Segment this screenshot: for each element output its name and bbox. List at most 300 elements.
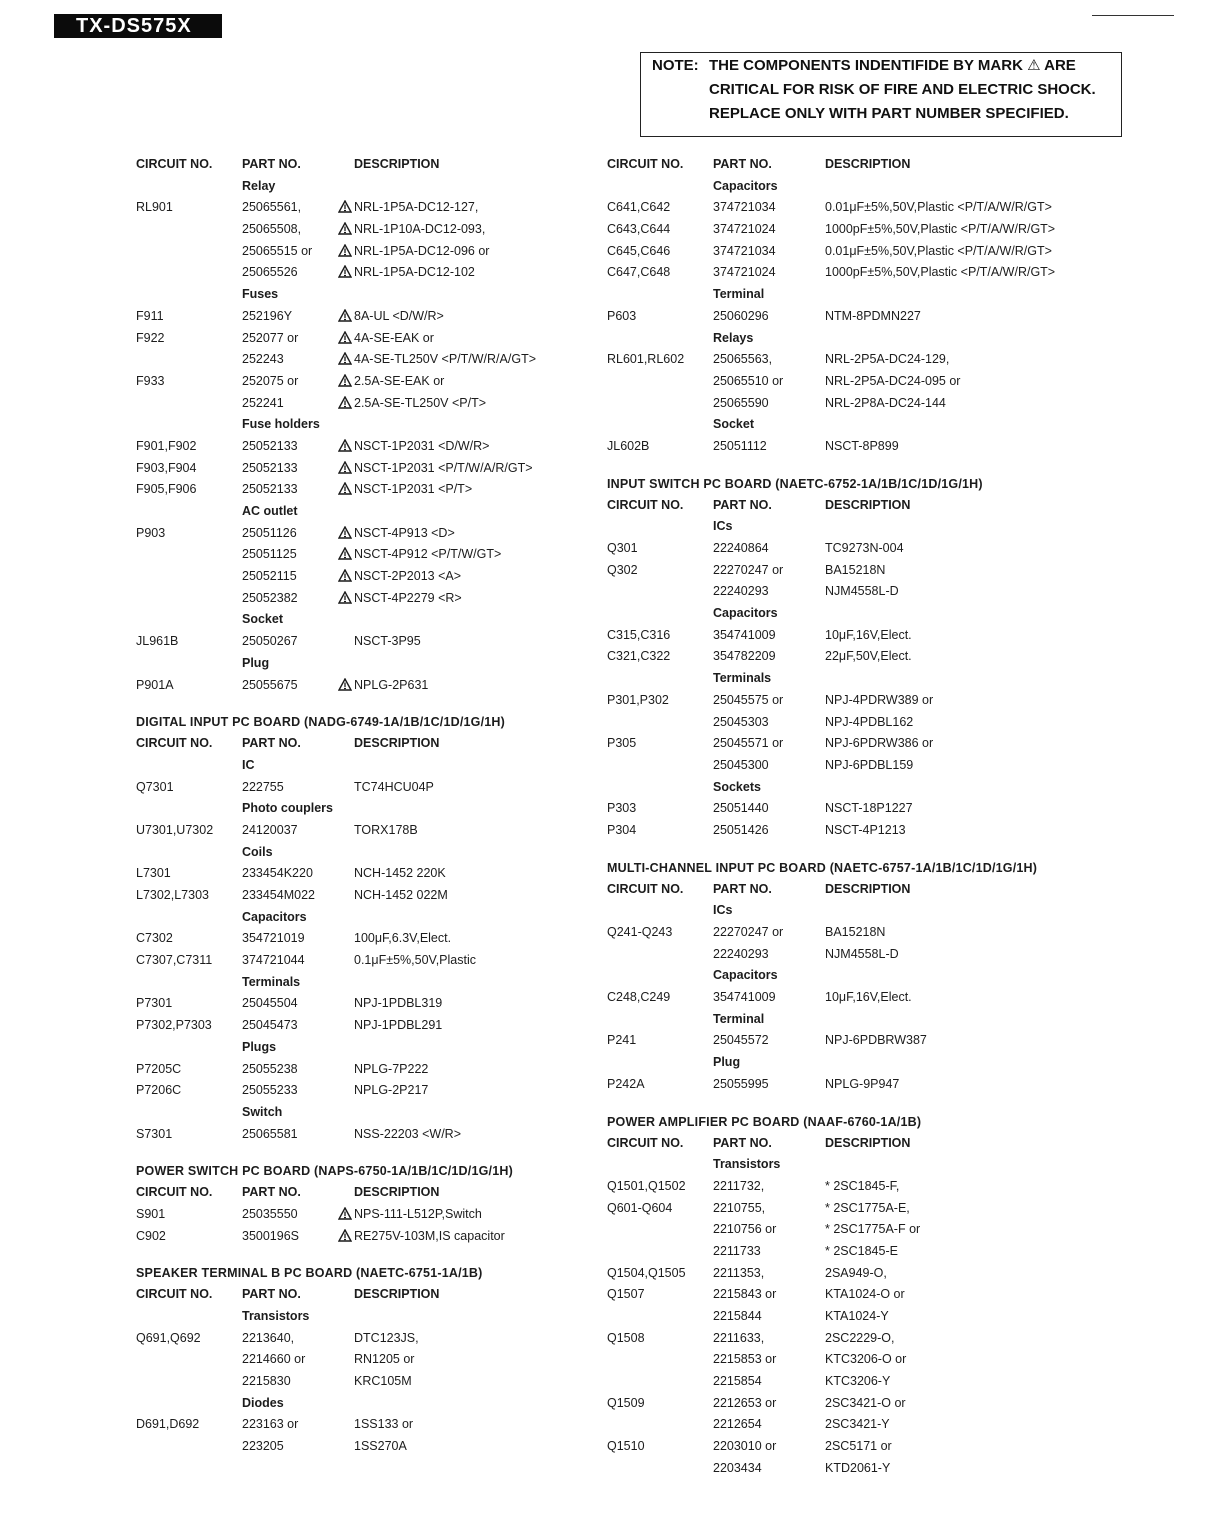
part-row bbox=[607, 1436, 1087, 1458]
parts-section bbox=[136, 1161, 606, 1247]
part-row bbox=[607, 538, 1087, 560]
part-no: 25051440 bbox=[713, 801, 769, 816]
circuit-no: F905,F906 bbox=[136, 482, 197, 497]
section-title: SPEAKER TERMINAL B PC BOARD (NAETC-6751-1A/1B) bbox=[136, 1266, 483, 1281]
description: NPJ-1PDBL291 bbox=[354, 1018, 443, 1033]
part-row bbox=[607, 944, 1087, 966]
warning-triangle-icon bbox=[338, 439, 352, 452]
circuit-no bbox=[607, 755, 713, 777]
description: * 2SC1845-F, bbox=[825, 1178, 900, 1193]
part-row bbox=[607, 1176, 1087, 1198]
warn-col bbox=[336, 328, 354, 350]
warn-col bbox=[336, 820, 354, 842]
circuit-no: D691,D692 bbox=[136, 1417, 200, 1432]
warn-col bbox=[807, 560, 825, 582]
part-no: 22270247 or bbox=[713, 562, 784, 577]
part-row bbox=[607, 1371, 1087, 1393]
warning-triangle-icon bbox=[338, 569, 352, 582]
circuit-no: P304 bbox=[607, 822, 637, 837]
parts-section bbox=[607, 474, 1087, 842]
part-no: 25065563, bbox=[713, 352, 773, 367]
warn-col bbox=[807, 625, 825, 647]
part-group-heading bbox=[607, 777, 1087, 799]
circuit-no: F933 bbox=[136, 373, 165, 388]
part-no: 25052133 bbox=[242, 438, 298, 453]
warn-col bbox=[807, 1176, 825, 1198]
warn-col bbox=[807, 1436, 825, 1458]
warn-col bbox=[807, 1414, 825, 1436]
warning-triangle-icon bbox=[338, 461, 352, 474]
part-no: 25055238 bbox=[242, 1061, 298, 1076]
section-title: POWER SWITCH PC BOARD (NAPS-6750-1A/1B/1C/1D/1G/1H) bbox=[136, 1164, 513, 1179]
description: * 2SC1845-E bbox=[825, 1243, 898, 1258]
circuit-no bbox=[136, 544, 242, 566]
circuit-no bbox=[607, 371, 713, 393]
group-label: Fuses bbox=[242, 287, 279, 302]
circuit-no: F903,F904 bbox=[136, 460, 197, 475]
group-label: ICs bbox=[713, 903, 733, 918]
part-no: 25055233 bbox=[242, 1083, 298, 1098]
circuit-no bbox=[136, 219, 242, 241]
part-no: 24120037 bbox=[242, 822, 298, 837]
part-row bbox=[136, 219, 606, 241]
warn-col bbox=[336, 393, 354, 415]
top-rule bbox=[1092, 15, 1174, 16]
circuit-no: P242A bbox=[607, 1076, 645, 1091]
part-no: 374721044 bbox=[242, 953, 305, 968]
part-row bbox=[136, 262, 606, 284]
note-label: NOTE: bbox=[652, 57, 699, 74]
description: NJM4558L-D bbox=[825, 946, 899, 961]
description: NRL-2P5A-DC24-129, bbox=[825, 352, 950, 367]
part-no: 2211733 bbox=[713, 1243, 761, 1258]
part-group-heading bbox=[136, 501, 606, 523]
warn-col bbox=[807, 1349, 825, 1371]
part-no: 2210756 or bbox=[713, 1222, 777, 1237]
part-group-heading bbox=[607, 176, 1087, 198]
part-no: 2211732, bbox=[713, 1178, 765, 1193]
part-row bbox=[607, 349, 1087, 371]
description: 2SA949-O, bbox=[825, 1265, 887, 1280]
part-no-header: PART NO. bbox=[242, 1287, 301, 1302]
description: NRL-2P5A-DC24-095 or bbox=[825, 373, 961, 388]
description: 0.1μF±5%,50V,Plastic bbox=[354, 953, 476, 968]
group-label: Capacitors bbox=[713, 968, 778, 983]
part-row bbox=[136, 1124, 606, 1146]
part-no: 25065508, bbox=[242, 222, 302, 237]
group-label: Capacitors bbox=[713, 178, 778, 193]
parts-section bbox=[136, 154, 606, 696]
circuit-no: C641,C642 bbox=[607, 200, 671, 215]
parts-section bbox=[136, 1263, 606, 1458]
description: 1SS133 or bbox=[354, 1417, 414, 1432]
circuit-no bbox=[136, 349, 242, 371]
part-row bbox=[607, 197, 1087, 219]
part-no-header: PART NO. bbox=[713, 497, 772, 512]
warn-col bbox=[336, 588, 354, 610]
part-no: 25051126 bbox=[242, 525, 297, 540]
part-no: 2213640, bbox=[242, 1330, 295, 1345]
section-title: INPUT SWITCH PC BOARD (NAETC-6752-1A/1B/1C/1D/1G/1H) bbox=[607, 476, 983, 491]
part-row bbox=[607, 1074, 1087, 1096]
part-no: 25055675 bbox=[242, 677, 298, 692]
group-label: Terminals bbox=[713, 671, 772, 686]
warn-col bbox=[807, 1241, 825, 1263]
circuit-no-header: CIRCUIT NO. bbox=[136, 1287, 213, 1302]
part-no: 25065590 bbox=[713, 395, 769, 410]
parts-column-left bbox=[136, 154, 606, 1474]
description: NSCT-4P913 <D> bbox=[354, 525, 455, 540]
part-row bbox=[136, 197, 606, 219]
description: NPLG-2P631 bbox=[354, 677, 429, 692]
warn-col bbox=[807, 1458, 825, 1480]
circuit-no bbox=[607, 1219, 713, 1241]
part-no-header: PART NO. bbox=[242, 157, 301, 171]
part-row bbox=[607, 1219, 1087, 1241]
circuit-no: P903 bbox=[136, 525, 166, 540]
description: 2SC5171 or bbox=[825, 1439, 892, 1454]
circuit-no bbox=[607, 1241, 713, 1263]
warn-col bbox=[807, 241, 825, 263]
part-row bbox=[607, 241, 1087, 263]
part-no: 2210755, bbox=[713, 1200, 766, 1215]
warn-col bbox=[336, 262, 354, 284]
group-label: Terminal bbox=[713, 287, 765, 302]
part-no: 25045303 bbox=[713, 714, 769, 729]
warn-col bbox=[807, 1030, 825, 1052]
description: NPJ-4PDRW389 or bbox=[825, 692, 934, 707]
part-row bbox=[136, 1204, 606, 1226]
warn-col bbox=[336, 1349, 354, 1371]
part-no: 354782209 bbox=[713, 649, 776, 664]
circuit-no: Q1501,Q1502 bbox=[607, 1178, 686, 1193]
part-group-heading bbox=[607, 965, 1087, 987]
part-no: 25052382 bbox=[242, 590, 298, 605]
column-header bbox=[136, 1284, 606, 1306]
part-no: 25051426 bbox=[713, 822, 769, 837]
part-row bbox=[607, 1349, 1087, 1371]
part-group-heading bbox=[607, 668, 1087, 690]
description: 4A-SE-EAK or bbox=[354, 330, 434, 345]
column-header bbox=[607, 154, 1087, 176]
part-no: 233454K220 bbox=[242, 866, 313, 881]
part-row bbox=[136, 349, 606, 371]
warn-col bbox=[336, 1124, 354, 1146]
description: NRL-1P5A-DC12-102 bbox=[354, 265, 475, 280]
warning-triangle-icon bbox=[338, 331, 352, 344]
description: TC9273N-004 bbox=[825, 541, 904, 555]
circuit-no bbox=[607, 581, 713, 603]
part-row bbox=[607, 581, 1087, 603]
part-row bbox=[136, 588, 606, 610]
spacer bbox=[607, 668, 713, 690]
part-no: 25052115 bbox=[242, 569, 297, 584]
part-group-heading bbox=[607, 1154, 1087, 1176]
description: NCH-1452 220K bbox=[354, 866, 446, 881]
warn-col bbox=[807, 436, 825, 458]
parts-section bbox=[607, 154, 1087, 458]
warn-col bbox=[807, 1371, 825, 1393]
part-no: 25045473 bbox=[242, 1018, 298, 1033]
description: KTC3206-O or bbox=[825, 1352, 907, 1367]
part-group-heading bbox=[136, 972, 606, 994]
part-no: 374721024 bbox=[713, 265, 776, 280]
part-group-heading bbox=[136, 842, 606, 864]
circuit-no: RL901 bbox=[136, 200, 173, 215]
circuit-no: Q1508 bbox=[607, 1330, 645, 1345]
circuit-no-header: CIRCUIT NO. bbox=[136, 157, 213, 171]
part-no: 252196Y bbox=[242, 308, 293, 323]
part-no: 25045571 or bbox=[713, 736, 784, 751]
warn-col bbox=[807, 1198, 825, 1220]
part-no-header: PART NO. bbox=[713, 157, 772, 171]
warn-col bbox=[336, 675, 354, 697]
section-title: MULTI-CHANNEL INPUT PC BOARD (NAETC-6757-1A/1B/1C/1D/1G/1H) bbox=[607, 860, 1038, 875]
description: NSS-22203 <W/R> bbox=[354, 1126, 461, 1141]
part-row bbox=[136, 371, 606, 393]
part-no-header: PART NO. bbox=[713, 881, 772, 896]
circuit-no: Q241-Q243 bbox=[607, 925, 673, 939]
description: NRL-2P8A-DC24-144 bbox=[825, 395, 946, 410]
description: KRC105M bbox=[354, 1374, 412, 1389]
description-header: DESCRIPTION bbox=[825, 497, 911, 512]
parts-section bbox=[136, 712, 606, 1145]
group-label: Capacitors bbox=[713, 606, 778, 621]
part-no-header: PART NO. bbox=[242, 1185, 301, 1200]
part-no: 3500196S bbox=[242, 1228, 300, 1243]
spacer bbox=[607, 284, 713, 306]
part-row bbox=[136, 458, 606, 480]
circuit-no: C248,C249 bbox=[607, 990, 671, 1005]
part-row bbox=[607, 987, 1087, 1009]
description: NPJ-6PDBRW387 bbox=[825, 1033, 927, 1048]
part-row bbox=[136, 1349, 606, 1371]
column-header bbox=[136, 154, 606, 176]
spacer bbox=[136, 284, 242, 306]
circuit-no: P7302,P7303 bbox=[136, 1018, 212, 1033]
group-label: Sockets bbox=[713, 779, 761, 794]
warn-col bbox=[336, 1371, 354, 1393]
circuit-no: C643,C644 bbox=[607, 222, 671, 237]
part-no: 2212653 or bbox=[713, 1395, 777, 1410]
part-no: 22240293 bbox=[713, 946, 769, 961]
warn-col bbox=[336, 241, 354, 263]
warning-triangle-icon bbox=[338, 265, 352, 278]
part-row bbox=[607, 625, 1087, 647]
part-row bbox=[136, 566, 606, 588]
description: 10μF,16V,Elect. bbox=[825, 627, 912, 642]
part-row bbox=[136, 544, 606, 566]
warning-triangle-icon bbox=[338, 309, 352, 322]
part-no: 2215844 bbox=[713, 1309, 762, 1323]
spacer bbox=[136, 1102, 242, 1124]
part-group-heading bbox=[136, 653, 606, 675]
circuit-no: S7301 bbox=[136, 1126, 173, 1141]
part-no: 2203010 or bbox=[713, 1439, 777, 1454]
warn-col bbox=[336, 1284, 354, 1306]
warn-col bbox=[807, 538, 825, 560]
circuit-no: F901,F902 bbox=[136, 438, 197, 453]
warn-col bbox=[336, 1436, 354, 1458]
spacer bbox=[607, 1052, 713, 1074]
part-no: 2215854 bbox=[713, 1374, 762, 1389]
part-row bbox=[607, 712, 1087, 734]
part-no: 25065510 or bbox=[713, 373, 784, 388]
part-row bbox=[136, 1226, 606, 1248]
description: KTA1024-O or bbox=[825, 1287, 905, 1302]
part-row bbox=[607, 560, 1087, 582]
part-row bbox=[607, 820, 1087, 842]
part-no: 22240864 bbox=[713, 541, 769, 555]
warn-col bbox=[336, 197, 354, 219]
spacer bbox=[607, 777, 713, 799]
part-group-heading bbox=[607, 900, 1087, 922]
description: * 2SC1775A-E, bbox=[825, 1200, 910, 1215]
warn-col bbox=[336, 733, 354, 755]
circuit-no: U7301,U7302 bbox=[136, 822, 214, 837]
description: 1000pF±5%,50V,Plastic <P/T/A/W/R/GT> bbox=[825, 265, 1056, 280]
spacer bbox=[136, 972, 242, 994]
circuit-no: C7307,C7311 bbox=[136, 953, 213, 968]
group-label: Relays bbox=[713, 330, 754, 345]
part-group-heading bbox=[607, 516, 1087, 538]
warn-col bbox=[807, 197, 825, 219]
part-no: 25065581 bbox=[242, 1126, 298, 1141]
warn-col bbox=[807, 581, 825, 603]
warn-col bbox=[336, 1204, 354, 1226]
warn-col bbox=[807, 371, 825, 393]
warn-col bbox=[807, 922, 825, 944]
part-row bbox=[607, 1393, 1087, 1415]
part-group-heading bbox=[607, 1009, 1087, 1031]
warning-triangle-icon bbox=[338, 526, 352, 539]
part-row bbox=[136, 885, 606, 907]
description: NSCT-3P95 bbox=[354, 634, 421, 649]
warn-col bbox=[336, 458, 354, 480]
part-no: 25050267 bbox=[242, 634, 298, 649]
part-no: 252241 bbox=[242, 395, 284, 410]
spacer bbox=[136, 176, 242, 198]
spacer bbox=[607, 516, 713, 538]
part-no: 252075 or bbox=[242, 373, 299, 388]
description: NCH-1452 022M bbox=[354, 888, 448, 902]
part-row bbox=[607, 371, 1087, 393]
part-group-heading bbox=[136, 284, 606, 306]
part-row bbox=[607, 1284, 1087, 1306]
spacer bbox=[136, 842, 242, 864]
description: 2.5A-SE-TL250V <P/T> bbox=[354, 395, 487, 410]
spacer bbox=[136, 501, 242, 523]
description: NPLG-9P947 bbox=[825, 1076, 900, 1091]
circuit-no bbox=[136, 566, 242, 588]
spacer bbox=[136, 414, 242, 436]
circuit-no: P7301 bbox=[136, 996, 173, 1011]
part-no: 25065526 bbox=[242, 265, 298, 280]
circuit-no: C902 bbox=[136, 1228, 166, 1243]
spacer bbox=[607, 328, 713, 350]
column-header bbox=[607, 879, 1087, 901]
description: NPLG-2P217 bbox=[354, 1083, 429, 1098]
circuit-no bbox=[136, 1436, 242, 1458]
circuit-no: Q1509 bbox=[607, 1395, 645, 1410]
part-row bbox=[136, 993, 606, 1015]
circuit-no-header: CIRCUIT NO. bbox=[607, 497, 684, 512]
warning-triangle-icon bbox=[338, 482, 352, 495]
warn-col bbox=[807, 154, 825, 176]
circuit-no: L7301 bbox=[136, 866, 171, 881]
part-no: 22240293 bbox=[713, 584, 769, 599]
circuit-no: S901 bbox=[136, 1206, 166, 1221]
warn-col bbox=[336, 777, 354, 799]
warn-col bbox=[336, 154, 354, 176]
circuit-no bbox=[136, 241, 242, 263]
part-row bbox=[607, 1328, 1087, 1350]
circuit-no: Q1504,Q1505 bbox=[607, 1265, 686, 1280]
description: 22μF,50V,Elect. bbox=[825, 649, 912, 664]
description: NSCT-8P899 bbox=[825, 438, 899, 453]
note-line: THE COMPONENTS INDENTIFIDE BY MARK ⚠ ARE bbox=[709, 57, 1076, 74]
part-row bbox=[607, 393, 1087, 415]
description-header: DESCRIPTION bbox=[354, 157, 440, 171]
part-row bbox=[607, 755, 1087, 777]
part-row bbox=[136, 479, 606, 501]
part-no: 374721024 bbox=[713, 222, 776, 237]
circuit-no bbox=[607, 1349, 713, 1371]
circuit-no: JL602B bbox=[607, 438, 650, 453]
group-label: Relay bbox=[242, 178, 276, 193]
part-no: 2211353, bbox=[713, 1265, 765, 1280]
circuit-no-header: CIRCUIT NO. bbox=[607, 1135, 684, 1150]
circuit-no: JL961B bbox=[136, 634, 179, 649]
warn-col bbox=[807, 1393, 825, 1415]
circuit-no: RL601,RL602 bbox=[607, 352, 685, 367]
parts-section bbox=[607, 858, 1087, 1096]
part-no: 25051125 bbox=[242, 547, 297, 562]
circuit-no: P7206C bbox=[136, 1083, 182, 1098]
description: 2.5A-SE-EAK or bbox=[354, 373, 445, 388]
warn-col bbox=[807, 712, 825, 734]
spacer bbox=[136, 755, 242, 777]
description: 10μF,16V,Elect. bbox=[825, 990, 912, 1005]
spacer bbox=[136, 653, 242, 675]
part-row bbox=[136, 1059, 606, 1081]
part-no: 25052133 bbox=[242, 482, 298, 497]
description: RE275V-103M,IS capacitor bbox=[354, 1228, 505, 1243]
description: 0.01μF±5%,50V,Plastic <P/T/A/W/R/GT> bbox=[825, 200, 1052, 215]
group-label: Plug bbox=[242, 655, 270, 670]
parts-column-right bbox=[607, 154, 1087, 1496]
description: NPJ-6PDRW386 or bbox=[825, 736, 934, 751]
part-row bbox=[607, 1198, 1087, 1220]
description: * 2SC1775A-F or bbox=[825, 1222, 921, 1237]
part-row bbox=[607, 922, 1087, 944]
description: 2SC3421-O or bbox=[825, 1395, 906, 1410]
spacer bbox=[607, 1009, 713, 1031]
spacer bbox=[136, 1037, 242, 1059]
part-no: 25051112 bbox=[713, 438, 767, 453]
part-row bbox=[136, 820, 606, 842]
part-group-heading bbox=[136, 907, 606, 929]
circuit-no: Q7301 bbox=[136, 779, 174, 794]
part-row bbox=[136, 393, 606, 415]
part-no: 22270247 or bbox=[713, 925, 784, 939]
description: NSCT-4P2279 <R> bbox=[354, 590, 462, 605]
circuit-no: C7302 bbox=[136, 931, 173, 946]
description: KTA1024-Y bbox=[825, 1309, 889, 1323]
part-row bbox=[136, 306, 606, 328]
circuit-no bbox=[136, 1349, 242, 1371]
warn-col bbox=[807, 1263, 825, 1285]
